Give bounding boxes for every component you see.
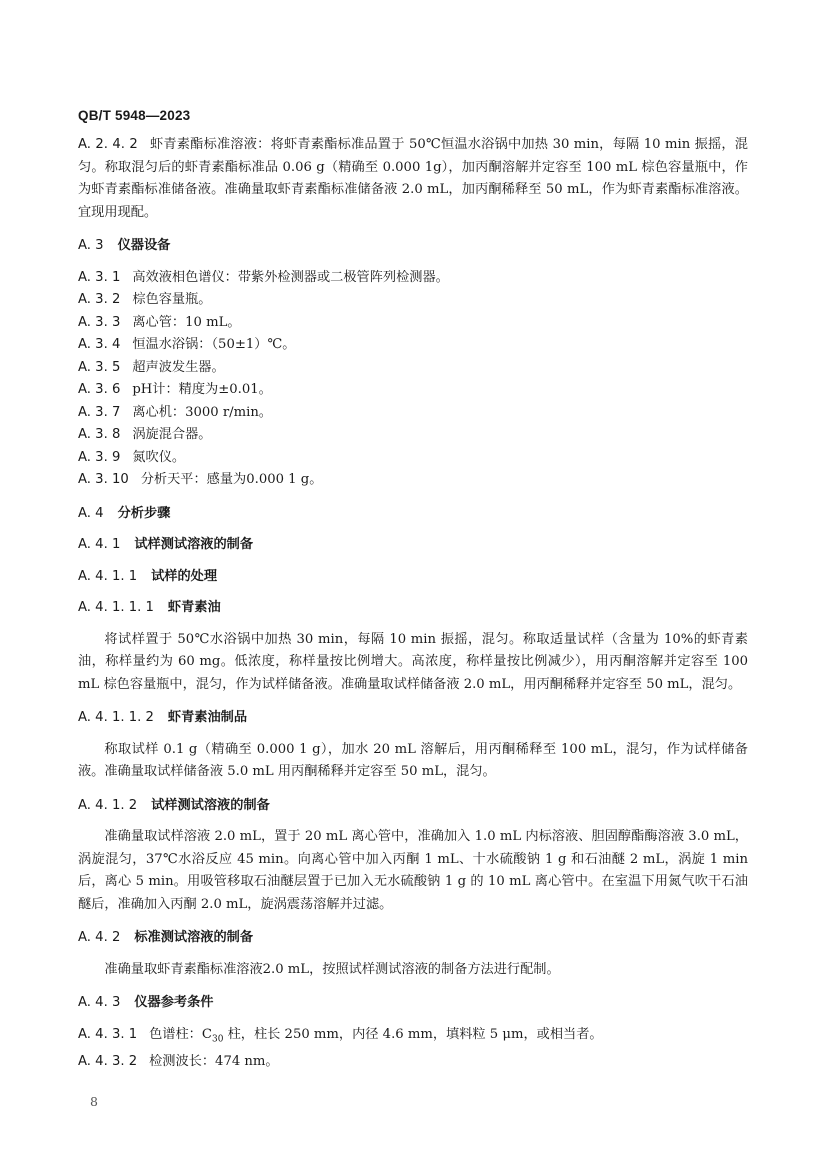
item-number: A. 3. 4 [78, 337, 121, 352]
heading-title: 虾青素油 [167, 600, 221, 615]
item-number: A. 3. 2 [78, 292, 121, 307]
item-text: 高效液相色谱仪：带紫外检测器或二极管阵列检测器。 [132, 269, 449, 285]
heading-a42 [78, 927, 748, 950]
heading-title: 试样测试溶液的制备 [134, 537, 254, 552]
list-item [78, 424, 748, 447]
item-text: 色谱柱：C [149, 1026, 212, 1042]
heading-number: A. 4. 1. 1. 2 [78, 710, 154, 725]
paragraph-a42: 准确量取虾青素酯标准溶液2.0 mL，按照试样测试溶液的制备方法进行配制。 [104, 961, 560, 977]
document-body [78, 134, 748, 1073]
item-text: 超声波发生器。 [132, 359, 225, 375]
heading-a4112 [78, 707, 748, 730]
heading-title: 试样测试溶液的制备 [151, 797, 270, 813]
item-text: 氮吹仪。 [132, 449, 186, 465]
instrument-conditions-list [78, 1024, 748, 1074]
list-item [78, 334, 748, 357]
page-number: 8 [90, 1094, 98, 1109]
heading-a43 [78, 992, 748, 1015]
heading-title: 仪器设备 [117, 238, 171, 253]
list-item [78, 357, 748, 380]
heading-a412 [78, 795, 748, 818]
item-text: 离心机：3000 r/min。 [132, 404, 272, 420]
clause-a242 [78, 134, 748, 224]
item-text: 涡旋混合器。 [132, 427, 212, 442]
item-number: A. 3. 5 [78, 359, 121, 375]
heading-number: A. 4. 1. 2 [78, 797, 138, 813]
heading-number: A. 4. 1. 1 [78, 568, 138, 584]
paragraph-a4112: 称取试样 0.1 g（精确至 0.000 1 g），加水 20 mL 溶解后，用丙酮稀释至 100 mL，混匀，作为试样储备液。准确量取试样储备液 5.0 mL 用丙酮稀释并定容至 50 mL，混匀。 [78, 741, 748, 779]
heading-a41 [78, 534, 748, 557]
item-text: 离心管：10 mL。 [132, 314, 241, 330]
heading-number: A. 4 [78, 505, 104, 521]
heading-number: A. 4. 3 [78, 995, 121, 1010]
list-item [78, 447, 748, 470]
list-item [78, 312, 748, 335]
heading-title: 仪器参考条件 [134, 995, 214, 1010]
item-number: A. 3. 9 [78, 449, 121, 465]
heading-a3 [78, 235, 748, 258]
heading-number: A. 4. 1 [78, 537, 121, 552]
list-item [78, 469, 748, 492]
list-item [78, 402, 748, 425]
equipment-list [78, 267, 748, 492]
item-text: 检测波长：474 nm。 [149, 1053, 279, 1069]
list-item [78, 379, 748, 402]
heading-title: 分析步骤 [117, 505, 171, 521]
standard-code-header: QB/T 5948—2023 [78, 108, 191, 123]
heading-number: A. 3 [78, 238, 104, 253]
heading-a4 [78, 503, 748, 526]
clause-number: A. 2. 4. 2 [78, 137, 138, 152]
list-item [78, 267, 748, 290]
item-text: 恒温水浴锅：（50±1）℃。 [132, 337, 296, 352]
item-number: A. 4. 3. 1 [78, 1026, 138, 1042]
list-item [78, 1051, 748, 1074]
item-number: A. 3. 7 [78, 404, 121, 420]
item-number: A. 3. 1 [78, 269, 121, 285]
list-item [78, 1024, 748, 1051]
item-number: A. 3. 6 [78, 382, 121, 397]
item-number: A. 3. 8 [78, 427, 121, 442]
heading-a411 [78, 566, 748, 589]
subscript: 30 [211, 1034, 224, 1045]
heading-title: 标准测试溶液的制备 [134, 930, 254, 945]
list-item [78, 289, 748, 312]
item-text: 棕色容量瓶。 [132, 292, 212, 307]
item-text: 柱，柱长 250 mm，内径 4.6 mm，填料粒 5 μm，或相当者。 [223, 1026, 603, 1042]
heading-title: 虾青素油制品 [167, 710, 248, 725]
heading-title: 试样的处理 [151, 568, 218, 584]
clause-text: 虾青素酯标准溶液：将虾青素酯标准品置于 50℃恒温水浴锅中加热 30 min，每隔 10 min 振摇，混匀。称取混匀后的虾青素酯标准品 0.06 g（精确至 0.000 1g），加丙酮溶解并定容至 100 mL 棕色容量瓶中，作为虾青素酯标准储备液。准确量取虾青素酯标准储备液 2.0 mL，加丙酮稀释至 50 mL，作为虾青素酯标准溶液。宜现用现配。 [78, 137, 748, 220]
heading-number: A. 4. 2 [78, 930, 121, 945]
item-number: A. 4. 3. 2 [78, 1053, 138, 1069]
item-text: pH计：精度为±0.01。 [132, 382, 272, 397]
item-text: 分析天平：感量为0.000 1 g。 [140, 472, 323, 487]
item-number: A. 3. 3 [78, 314, 121, 330]
paragraph-a412: 准确量取试样溶液 2.0 mL，置于 20 mL 离心管中，准确加入 1.0 mL 内标溶液、胆固醇酯酶溶液 3.0 mL，涡旋混匀，37℃水浴反应 45 min。向离心管中加入丙酮 1 mL、十水硫酸钠 1 g 和石油醚 2 mL，涡旋 1 min 后，离心 5 min。用吸管移取石油醚层置于已加入无水硫酸钠 1 g 的 10 mL 离心管中。在室温下用氮气吹干石油醚后，准确加入丙酮 2.0 mL，旋涡震荡溶解并过滤。 [78, 829, 748, 912]
item-number: A. 3. 10 [78, 472, 129, 487]
paragraph-a4111: 将试样置于 50℃水浴锅中加热 30 min，每隔 10 min 振摇，混匀。称取适量试样（含量为 10%的虾青素油，称样量约为 60 mg。低浓度，称样量按比例增大。高浓度，称样量按比例减少），用丙酮溶解并定容至 100 mL 棕色容量瓶中，混匀，作为试样储备液。准确量取试样储备液 2.0 mL，用丙酮稀释并定容至 50 mL，混匀。 [78, 631, 748, 692]
heading-number: A. 4. 1. 1. 1 [78, 600, 154, 615]
heading-a4111 [78, 597, 748, 620]
